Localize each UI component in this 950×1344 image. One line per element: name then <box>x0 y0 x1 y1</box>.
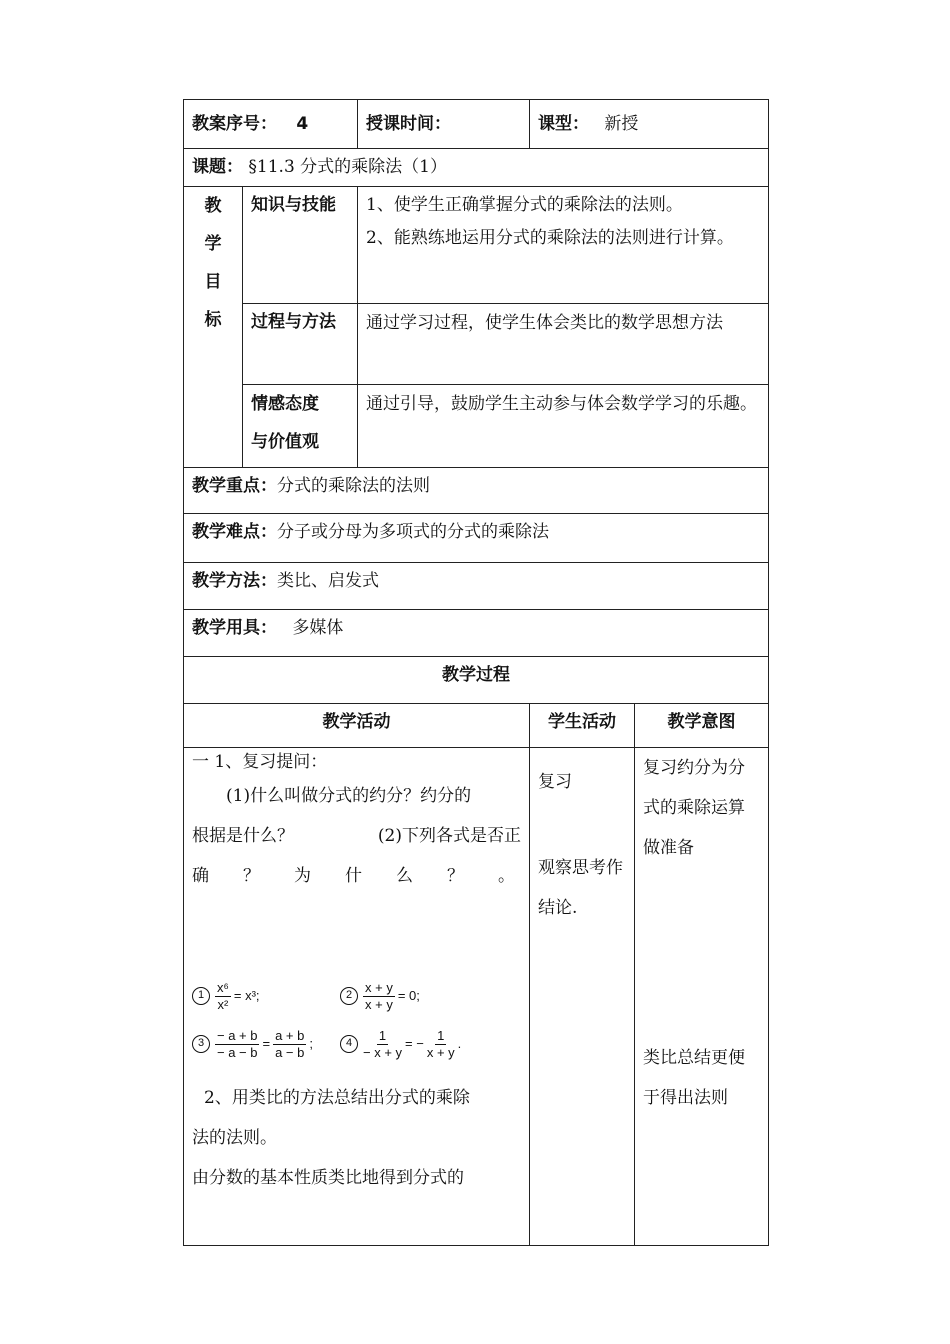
method-row <box>184 563 769 610</box>
objectives-char: 目 <box>204 272 222 292</box>
activity-item: 一 1、复习提问： <box>192 752 328 772</box>
fraction <box>273 1028 306 1061</box>
key-point-cell <box>184 468 769 514</box>
objectives-char: 标 <box>204 310 222 330</box>
objective-label: 与价值观 <box>251 432 319 452</box>
key-point-value: 分式的乘除法的法则 <box>277 476 430 496</box>
objective-row-knowledge <box>184 187 769 304</box>
equation-rhs: = x³; <box>233 988 260 1003</box>
activity-line <box>192 856 521 896</box>
tools-value: 多媒体 <box>292 618 344 638</box>
process-body-row <box>184 748 769 1246</box>
student-activity-cell <box>530 748 635 1246</box>
difficulty-label: 教学难点： <box>192 522 277 542</box>
intent-text: 类比总结更便于得出法则 <box>643 1048 745 1108</box>
denominator: a − b <box>275 1044 305 1060</box>
tools-cell <box>184 610 769 657</box>
method-value: 类比、启发式 <box>277 571 379 591</box>
denominator: − x + y <box>363 1044 403 1060</box>
equals-sign: = − <box>405 1036 424 1051</box>
activity-char: 什 <box>345 866 362 886</box>
denominator: x + y <box>426 1044 455 1060</box>
seq-value: 4 <box>296 114 309 134</box>
process-title-cell <box>184 657 769 704</box>
header-row <box>184 100 769 149</box>
lesson-plan <box>183 99 768 1246</box>
tools-label: 教学用具： <box>192 618 277 638</box>
teaching-activity-cell <box>184 748 530 1246</box>
seq-label: 教案序号： <box>192 114 277 134</box>
spacer <box>192 896 521 972</box>
column-header-label: 教学意图 <box>667 712 736 732</box>
column-header-student <box>530 704 635 748</box>
topic-value: §11.3 分式的乘除法（1） <box>248 157 447 177</box>
activity-line: 2、用类比的方法总结出分式的乘除 <box>204 1088 470 1108</box>
objective-content-cell <box>358 385 769 468</box>
type-cell <box>530 100 769 149</box>
activity-line: 由分数的基本性质类比地得到分式的 <box>192 1168 464 1188</box>
numerator: 1 <box>437 1027 445 1043</box>
equation-row <box>192 1020 521 1068</box>
difficulty-cell <box>184 514 769 563</box>
objective-label: 过程与方法 <box>251 312 336 332</box>
activity-char: 确 <box>192 866 209 886</box>
equation-3 <box>192 1028 340 1061</box>
objective-content-cell <box>358 304 769 385</box>
denominator: − a − b <box>217 1044 258 1060</box>
objective-label: 情感态度 <box>251 394 319 414</box>
numerator: x⁶ <box>217 979 229 995</box>
activity-line: (1)什么叫做分式的约分？约分的 <box>226 786 472 806</box>
denominator: x + y <box>365 996 393 1012</box>
activity-text: 根据是什么？ <box>192 826 294 846</box>
objective-label: 知识与技能 <box>251 195 336 215</box>
column-header-label: 学生活动 <box>548 712 616 732</box>
activity-line: 法的法则。 <box>192 1128 277 1148</box>
intent-text: 复习约分为分式的乘除运算做准备 <box>643 758 745 858</box>
seq-cell <box>184 100 358 149</box>
objective-line: 2、能熟练地运用分式的乘除法的法则进行计算。 <box>366 228 734 248</box>
objective-line: 1、使学生正确掌握分式的乘除法的法则。 <box>366 195 683 215</box>
student-text: 观察思考作结论. <box>538 858 623 918</box>
key-point-label: 教学重点： <box>192 476 277 496</box>
objectives-group-label <box>184 187 243 468</box>
spacer <box>538 802 626 848</box>
circle-number: 2 <box>340 987 358 1005</box>
objective-label-cell <box>243 304 358 385</box>
activity-line <box>192 816 521 856</box>
equation-rhs: = 0; <box>397 988 420 1003</box>
process-title-row <box>184 657 769 704</box>
difficulty-value: 分子或分母为多项式的分式的乘除法 <box>277 522 549 542</box>
lesson-plan-table <box>183 99 769 1246</box>
fraction <box>363 980 395 1013</box>
tools-row <box>184 610 769 657</box>
activity-char: ？ <box>447 866 464 886</box>
activity-text: (2)下列各式是否正 <box>377 826 521 846</box>
objective-row-attitude <box>184 385 769 468</box>
column-header-activity <box>184 704 530 748</box>
objectives-char: 教 <box>204 196 222 216</box>
fraction <box>427 1028 455 1061</box>
spacer <box>643 868 760 1038</box>
numerator: − a + b <box>217 1027 258 1043</box>
circle-number: 4 <box>340 1035 358 1053</box>
topic-label: 课题： <box>192 157 243 177</box>
equation-1 <box>192 980 340 1013</box>
activity-char: 。 <box>498 866 515 886</box>
time-label: 授课时间： <box>366 114 451 134</box>
fraction <box>215 980 231 1013</box>
type-label: 课型： <box>538 114 589 134</box>
objective-line: 通过学习过程，使学生体会类比的数学思想方法 <box>366 313 723 333</box>
process-header-row <box>184 704 769 748</box>
fraction <box>363 1028 402 1061</box>
equation-end: . <box>457 1036 462 1051</box>
key-point-row <box>184 468 769 514</box>
type-value: 新授 <box>604 114 639 134</box>
difficulty-row <box>184 514 769 563</box>
column-header-intent <box>635 704 769 748</box>
objectives-char: 学 <box>204 234 222 254</box>
time-cell <box>358 100 530 149</box>
denominator: x² <box>217 996 229 1012</box>
equation-4 <box>340 1028 500 1061</box>
objective-line: 通过引导，鼓励学生主动参与体会数学学习的乐趣。 <box>366 394 757 414</box>
circle-number: 1 <box>192 987 210 1005</box>
objective-label-cell <box>243 385 358 468</box>
column-header-label: 教学活动 <box>322 712 391 732</box>
equals-sign: = <box>262 1036 271 1051</box>
numerator: a + b <box>275 1027 305 1043</box>
method-cell <box>184 563 769 610</box>
equation-2 <box>340 980 488 1013</box>
circle-number: 3 <box>192 1035 210 1053</box>
activity-char: 为 <box>294 866 311 886</box>
equation-row <box>192 972 521 1020</box>
activity-char: 么 <box>396 866 413 886</box>
process-title: 教学过程 <box>442 665 510 685</box>
fraction <box>215 1028 259 1061</box>
student-text: 复习 <box>538 772 572 792</box>
objective-label-cell <box>243 187 358 304</box>
intent-cell <box>635 748 769 1246</box>
topic-cell <box>184 149 769 187</box>
objective-row-process <box>184 304 769 385</box>
activity-char: ？ <box>243 866 260 886</box>
equation-end: ; <box>309 1036 313 1051</box>
numerator: x + y <box>365 979 393 995</box>
objective-content-cell <box>358 187 769 304</box>
topic-row <box>184 149 769 187</box>
numerator: 1 <box>378 1027 387 1043</box>
method-label: 教学方法： <box>192 571 277 591</box>
